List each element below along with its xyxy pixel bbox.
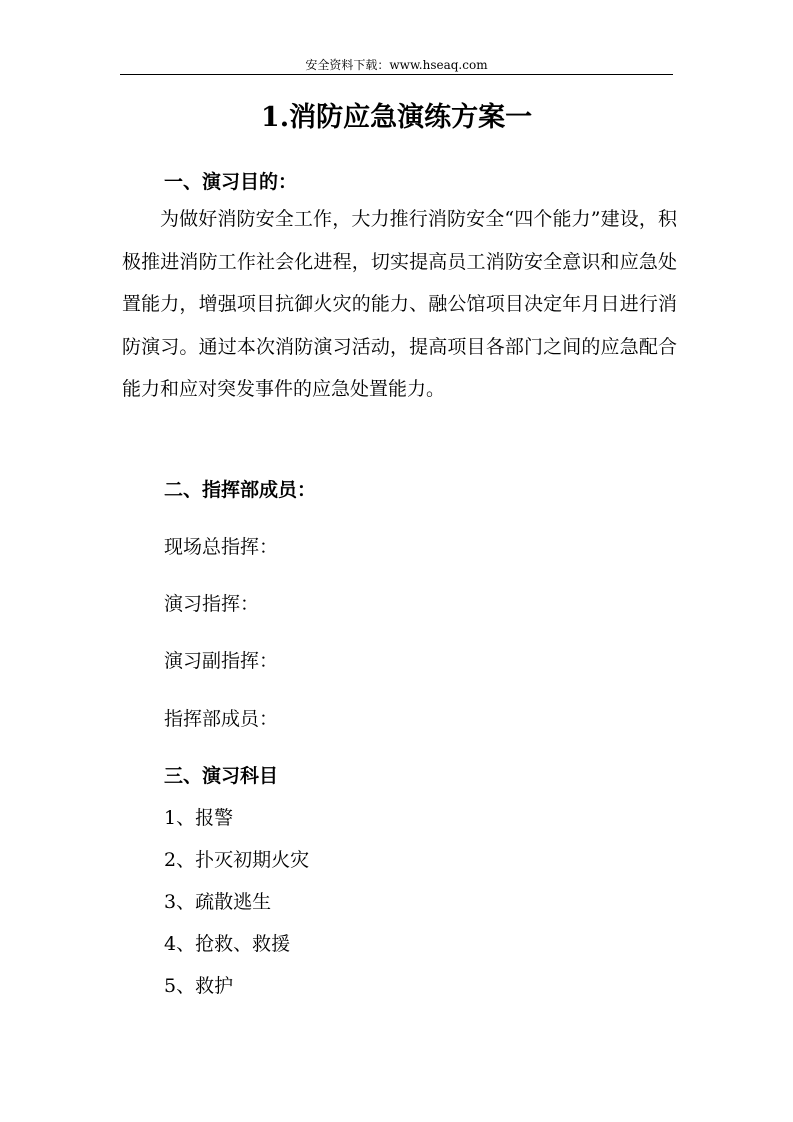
- purpose-paragraph: 为做好消防安全工作，大力推行消防安全“四个能力”建设，积极推进消防工作社会化进程，切实提高员工消防安全意识和应急处置能力，增强项目抗御火灾的能力、融公馆项目决定年月日进行消防演习。通过本次消防演习活动，提高项目各部门之间的应急配合能力和应对突发事件的应急处置能力。: [122, 208, 677, 401]
- section-heading-command: 二、指挥部成员：: [164, 479, 317, 501]
- drill-subject-item: 3、疏散逃生: [164, 891, 272, 913]
- command-member-line: 指挥部成员：: [164, 708, 279, 730]
- section-heading-subjects: 三、演习科目: [164, 765, 279, 787]
- command-member-line: 演习指挥：: [164, 593, 260, 615]
- command-member-line: 演习副指挥：: [164, 650, 279, 672]
- drill-subject-item: 4、抢救、救援: [164, 933, 291, 955]
- drill-subject-item: 1、报警: [164, 807, 234, 829]
- document-title: 1.消防应急演练方案一: [260, 102, 533, 133]
- command-member-line: 现场总指挥：: [164, 536, 279, 558]
- drill-subject-item: 2、扑灭初期火灾: [164, 849, 310, 871]
- drill-subject-item: 5、救护: [164, 975, 234, 997]
- section-heading-purpose: 一、演习目的：: [164, 171, 298, 193]
- page-header-text: 安全资料下载：www.hseaq.com: [305, 58, 488, 72]
- header-divider: [120, 74, 673, 75]
